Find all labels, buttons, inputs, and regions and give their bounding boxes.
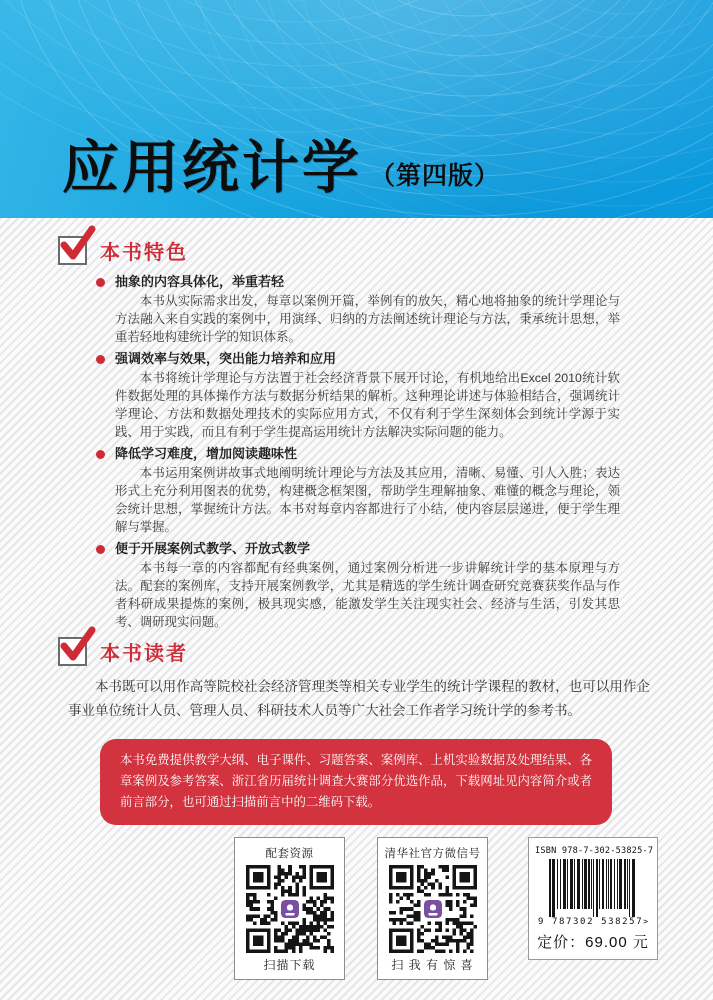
- barcode-image: [535, 859, 651, 917]
- checkmark-icon: [56, 623, 96, 663]
- feature-item: [96, 273, 620, 346]
- feature-body: 本书从实际需求出发，每章以案例开篇，举例有的放矢，精心地将抽象的统计学理论与方法融入来自实践的案例中，用演绎、归纳的方法阐述统计理论与方法，秉承统计思想，举重若轻地构建统计学的知识体系。: [115, 294, 620, 344]
- header-banner: [0, 0, 713, 218]
- book-title: 应用统计学: [62, 136, 362, 200]
- feature-title: 便于开展案例式教学、开放式教学: [115, 541, 311, 556]
- qr-resources-top-label: 配套资源: [265, 848, 314, 860]
- book-title-row: [62, 136, 501, 200]
- readers-heading: 本书读者: [100, 642, 188, 665]
- checkbox-icon: [58, 236, 87, 265]
- qr-resources-bottom-label: 扫描下载: [263, 958, 316, 972]
- features-list: [96, 273, 620, 631]
- feature-title: 强调效率与效果，突出能力培养和应用: [115, 351, 337, 366]
- feature-body: 本书每一章的内容都配有经典案例，通过案例分析进一步讲解统计学的基本原理与方法。配套的案例库，支持开展案例教学，尤其是精选的学生统计调查研究竞赛获奖作品与作者科研成果提炼的案例，极具现实感，能激发学生关注现实社会、经济与生活，引发其思考、调研现实问题。: [115, 561, 620, 629]
- features-heading: 本书特色: [100, 241, 188, 264]
- checkbox-icon: [58, 637, 87, 666]
- price-text: 定价：69.00 元: [537, 934, 649, 951]
- download-notice-box: [100, 739, 612, 825]
- features-section-head: [58, 234, 658, 266]
- feature-item: [96, 445, 620, 536]
- bullet-icon: [96, 355, 105, 364]
- checkmark-icon: [56, 222, 96, 262]
- content-area: [0, 218, 713, 980]
- isbn-text: ISBN 978-7-302-53825-7: [535, 846, 654, 856]
- feature-item: [96, 540, 620, 631]
- qr-card-resources: [234, 837, 345, 980]
- qr-wechat-top-label: 清华社官方微信号: [384, 848, 481, 860]
- bullet-icon: [96, 545, 105, 554]
- feature-title: 降低学习难度，增加阅读趣味性: [115, 446, 298, 461]
- feature-body: 本书将统计学理论与方法置于社会经济背景下展开讨论，有机地给出Excel 2010统计软件数据处理的具体操作方法与数据分析结果的解析。这种理论讲述与体验相结合，强调统计学理论、方法和数据处理技术的实际应用方式，不仅有利于学生深刻体会到统计学源于实践、用于实践，而且有利于学生提高运用统计方法解决实际问题的能力。: [115, 371, 620, 439]
- readers-section-head: [58, 635, 658, 667]
- footer-row: [234, 837, 658, 980]
- feature-item: [96, 350, 620, 441]
- qr-wechat-bottom-label: 扫 我 有 惊 喜: [391, 958, 474, 972]
- barcode-card: [528, 837, 658, 960]
- qr-card-wechat: [377, 837, 488, 980]
- feature-title: 抽象的内容具体化，举重若轻: [115, 274, 285, 289]
- barcode-digits: 9 787302 538257>: [537, 917, 649, 927]
- readers-body: 本书既可以用作高等院校社会经济管理类等相关专业学生的统计学课程的教材，也可以用作企事业单位统计人员、管理人员、科研技术人员等广大社会工作者学习统计学的参考书。: [68, 679, 650, 718]
- qr-code-resources-image: [246, 865, 334, 953]
- download-notice-text: 本书免费提供教学大纲、电子课件、习题答案、案例库、上机实验数据及处理结果、各章案例及参考答案、浙江省历届统计调查大赛部分优选作品，下载网址见内容简介或者前言部分，也可通过扫描前言中的二维码下载。: [120, 753, 592, 809]
- bullet-icon: [96, 278, 105, 287]
- feature-body: 本书运用案例讲故事式地阐明统计理论与方法及其应用，清晰、易懂、引人入胜；表达形式上充分利用图表的优势，构建概念框架图，帮助学生理解抽象、难懂的概念与理论，领会统计思想，掌握统计方法。本书对每章内容都进行了小结，使内容层层递进，便于学生理解与掌握。: [115, 466, 620, 534]
- barcode-arrow: >: [643, 917, 649, 926]
- bullet-icon: [96, 450, 105, 459]
- qr-code-wechat-image: [389, 865, 477, 953]
- book-edition: （第四版）: [370, 162, 501, 190]
